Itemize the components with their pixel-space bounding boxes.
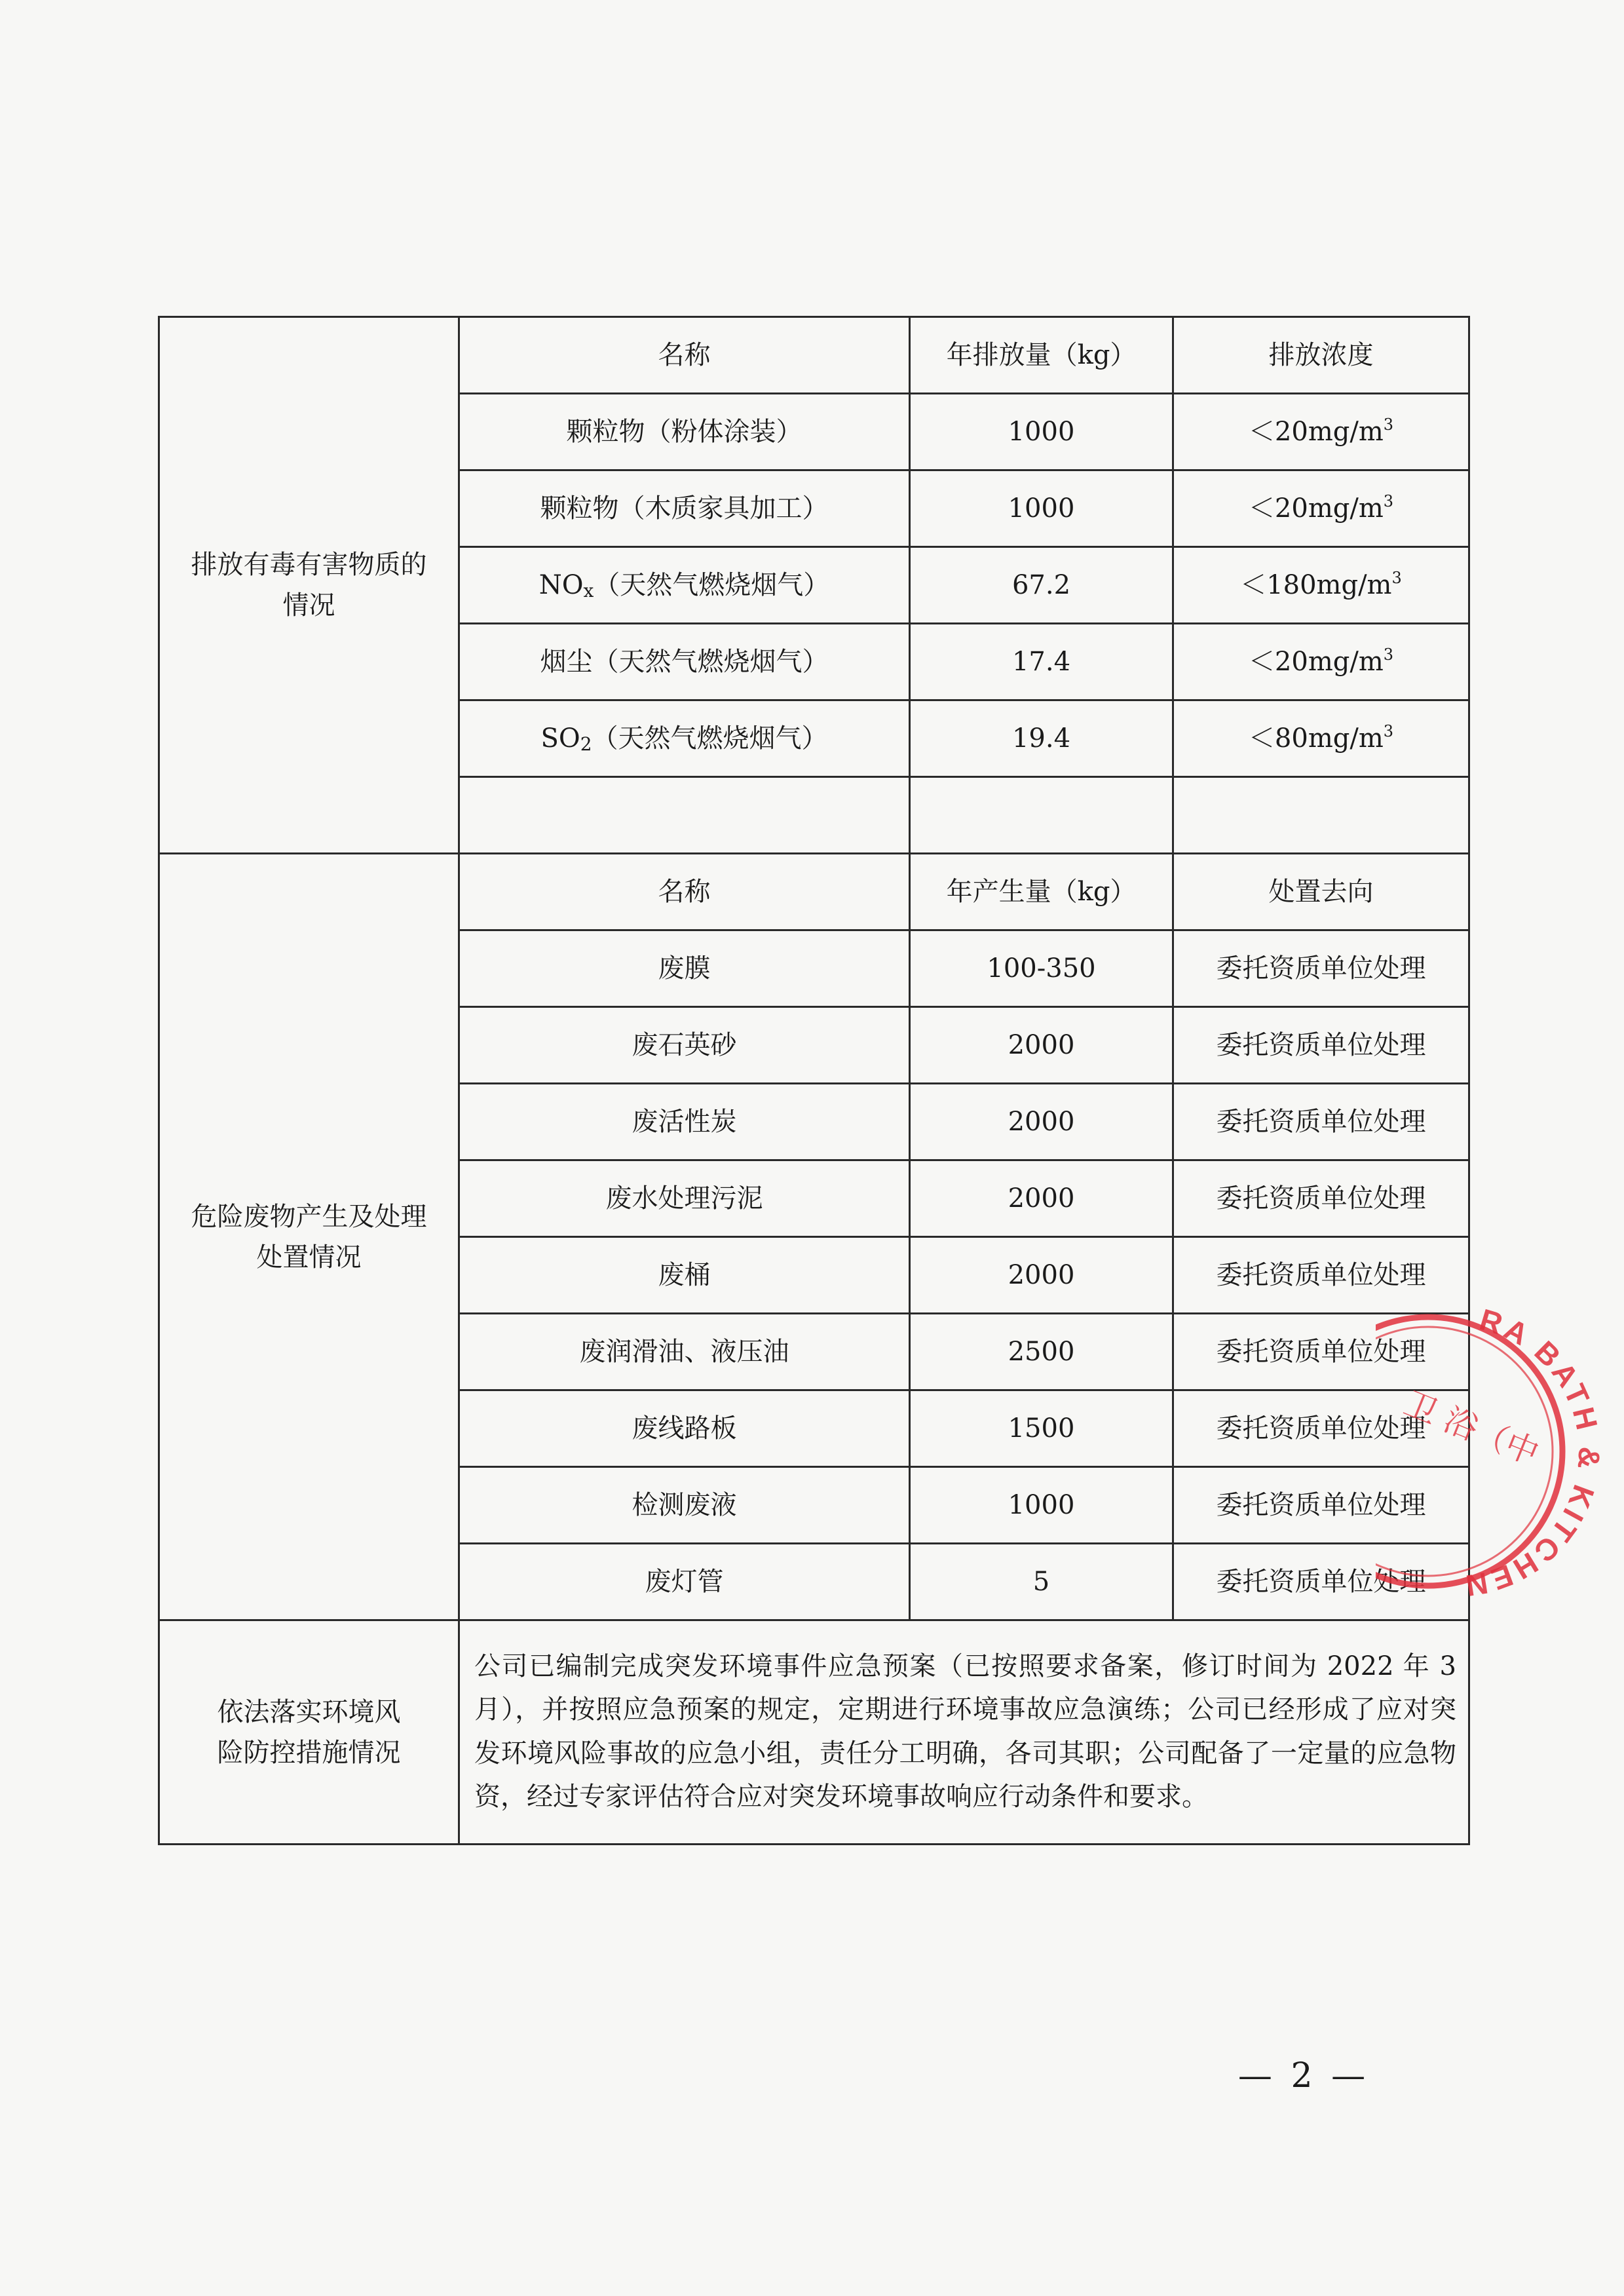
- emissions-row-concentration: [1173, 394, 1469, 470]
- waste-row-name: 废石英砂: [459, 1007, 910, 1084]
- concentration-value: ＜80mg/m: [1248, 723, 1384, 754]
- waste-header-amount: 年产生量（kg）: [910, 854, 1173, 930]
- waste-row-disposal: 委托资质单位处理: [1173, 1160, 1469, 1237]
- emissions-section-label: [159, 317, 459, 854]
- emissions-header-amount: 年排放量（kg）: [910, 317, 1173, 394]
- waste-row-disposal: 委托资质单位处理: [1173, 1544, 1469, 1620]
- waste-row-disposal: 委托资质单位处理: [1173, 1007, 1469, 1084]
- pollutant-source: （天然气燃烧烟气）: [594, 570, 830, 600]
- waste-row-amount: 1500: [910, 1390, 1173, 1467]
- document-table: [158, 316, 1470, 1845]
- waste-row-disposal: 委托资质单位处理: [1173, 1467, 1469, 1544]
- emissions-row-name: [459, 547, 910, 624]
- risk-control-section-label: [159, 1620, 459, 1845]
- emissions-row-concentration: [1173, 700, 1469, 777]
- hazardous-label-line1: 危险废物产生及处理: [191, 1201, 427, 1232]
- emissions-header-name: 名称: [459, 317, 910, 394]
- risk-control-paragraph: 公司已编制完成突发环境事件应急预案（已按照要求备案，修订时间为 2022 年 3 月），并按照应急预案的规定，定期进行环境事故应急演练；公司已经形成了应对突发环境风险事故的应急小组，责任分工明确，各司其职；公司配备了一定量的应急物资，经过专家评估符合应对突发环境事故响应行动条件和要求。: [459, 1620, 1469, 1845]
- emissions-empty-cell: [1173, 777, 1469, 854]
- pollutant-formula: NO: [538, 570, 584, 600]
- waste-row-name: 废灯管: [459, 1544, 910, 1620]
- waste-row-amount: 2000: [910, 1237, 1173, 1314]
- concentration-exponent: 3: [1391, 569, 1402, 587]
- concentration-value: ＜20mg/m: [1248, 493, 1384, 524]
- waste-row-amount: 2500: [910, 1314, 1173, 1390]
- emissions-empty-cell: [910, 777, 1173, 854]
- concentration-value: ＜180mg/m: [1240, 570, 1392, 600]
- waste-row-disposal: 委托资质单位处理: [1173, 930, 1469, 1007]
- waste-row-name: 废活性炭: [459, 1084, 910, 1160]
- hazardous-label-line2: 处置情况: [256, 1242, 362, 1272]
- seal-latin-text: RA BATH & KITCHEN: [1460, 1302, 1607, 1604]
- concentration-exponent: 3: [1383, 415, 1394, 434]
- waste-row-name: 废水处理污泥: [459, 1160, 910, 1237]
- emissions-row-amount: 1000: [910, 394, 1173, 470]
- waste-row-name: 废桶: [459, 1237, 910, 1314]
- emissions-row-name: 颗粒物（木质家具加工）: [459, 470, 910, 547]
- emissions-header-concentration: 排放浓度: [1173, 317, 1469, 394]
- page-number: — 2 —: [1237, 2056, 1370, 2095]
- waste-row-disposal: 委托资质单位处理: [1173, 1314, 1469, 1390]
- waste-row-name: 废膜: [459, 930, 910, 1007]
- waste-header-disposal: 处置去向: [1173, 854, 1469, 930]
- waste-row-amount: 2000: [910, 1160, 1173, 1237]
- waste-row-amount: 1000: [910, 1467, 1173, 1544]
- waste-row-amount: 100-350: [910, 930, 1173, 1007]
- pollutant-formula-subscript: x: [583, 580, 594, 602]
- emissions-row-name: 颗粒物（粉体涂装）: [459, 394, 910, 470]
- emissions-label-line1: 排放有毒有害物质的: [191, 550, 427, 580]
- concentration-value: ＜20mg/m: [1248, 417, 1384, 447]
- waste-row-disposal: 委托资质单位处理: [1173, 1237, 1469, 1314]
- emissions-label-line2: 情况: [282, 590, 335, 621]
- emissions-row-amount: 17.4: [910, 624, 1173, 700]
- pollutant-formula: SO: [540, 723, 580, 754]
- emissions-row-name: 烟尘（天然气燃烧烟气）: [459, 624, 910, 700]
- pollutant-source: （天然气燃烧烟气）: [592, 723, 828, 754]
- concentration-exponent: 3: [1383, 645, 1394, 664]
- risk-label-line1: 依法落实环境风: [217, 1696, 401, 1727]
- emissions-row-concentration: [1173, 547, 1469, 624]
- waste-row-disposal: 委托资质单位处理: [1173, 1390, 1469, 1467]
- company-seal: [1376, 1288, 1624, 1615]
- waste-row-name: 检测废液: [459, 1467, 910, 1544]
- waste-row-name: 废润滑油、液压油: [459, 1314, 910, 1390]
- waste-header-name: 名称: [459, 854, 910, 930]
- emissions-empty-cell: [459, 777, 910, 854]
- waste-row-amount: 5: [910, 1544, 1173, 1620]
- emissions-row-amount: 19.4: [910, 700, 1173, 777]
- concentration-exponent: 3: [1383, 722, 1394, 740]
- emissions-row-concentration: [1173, 624, 1469, 700]
- emissions-row-name: [459, 700, 910, 777]
- concentration-value: ＜20mg/m: [1248, 647, 1384, 677]
- waste-row-name: 废线路板: [459, 1390, 910, 1467]
- emissions-row-amount: 67.2: [910, 547, 1173, 624]
- pollutant-formula-subscript: 2: [580, 733, 592, 755]
- waste-row-amount: 2000: [910, 1084, 1173, 1160]
- waste-row-disposal: 委托资质单位处理: [1173, 1084, 1469, 1160]
- emissions-row-concentration: [1173, 470, 1469, 547]
- risk-label-line2: 险防控措施情况: [217, 1737, 401, 1768]
- waste-row-amount: 2000: [910, 1007, 1173, 1084]
- hazardous-waste-section-label: [159, 854, 459, 1620]
- emissions-row-amount: 1000: [910, 470, 1173, 547]
- seal-cjk-text: 卫 浴（中: [1399, 1384, 1545, 1473]
- concentration-exponent: 3: [1383, 492, 1394, 510]
